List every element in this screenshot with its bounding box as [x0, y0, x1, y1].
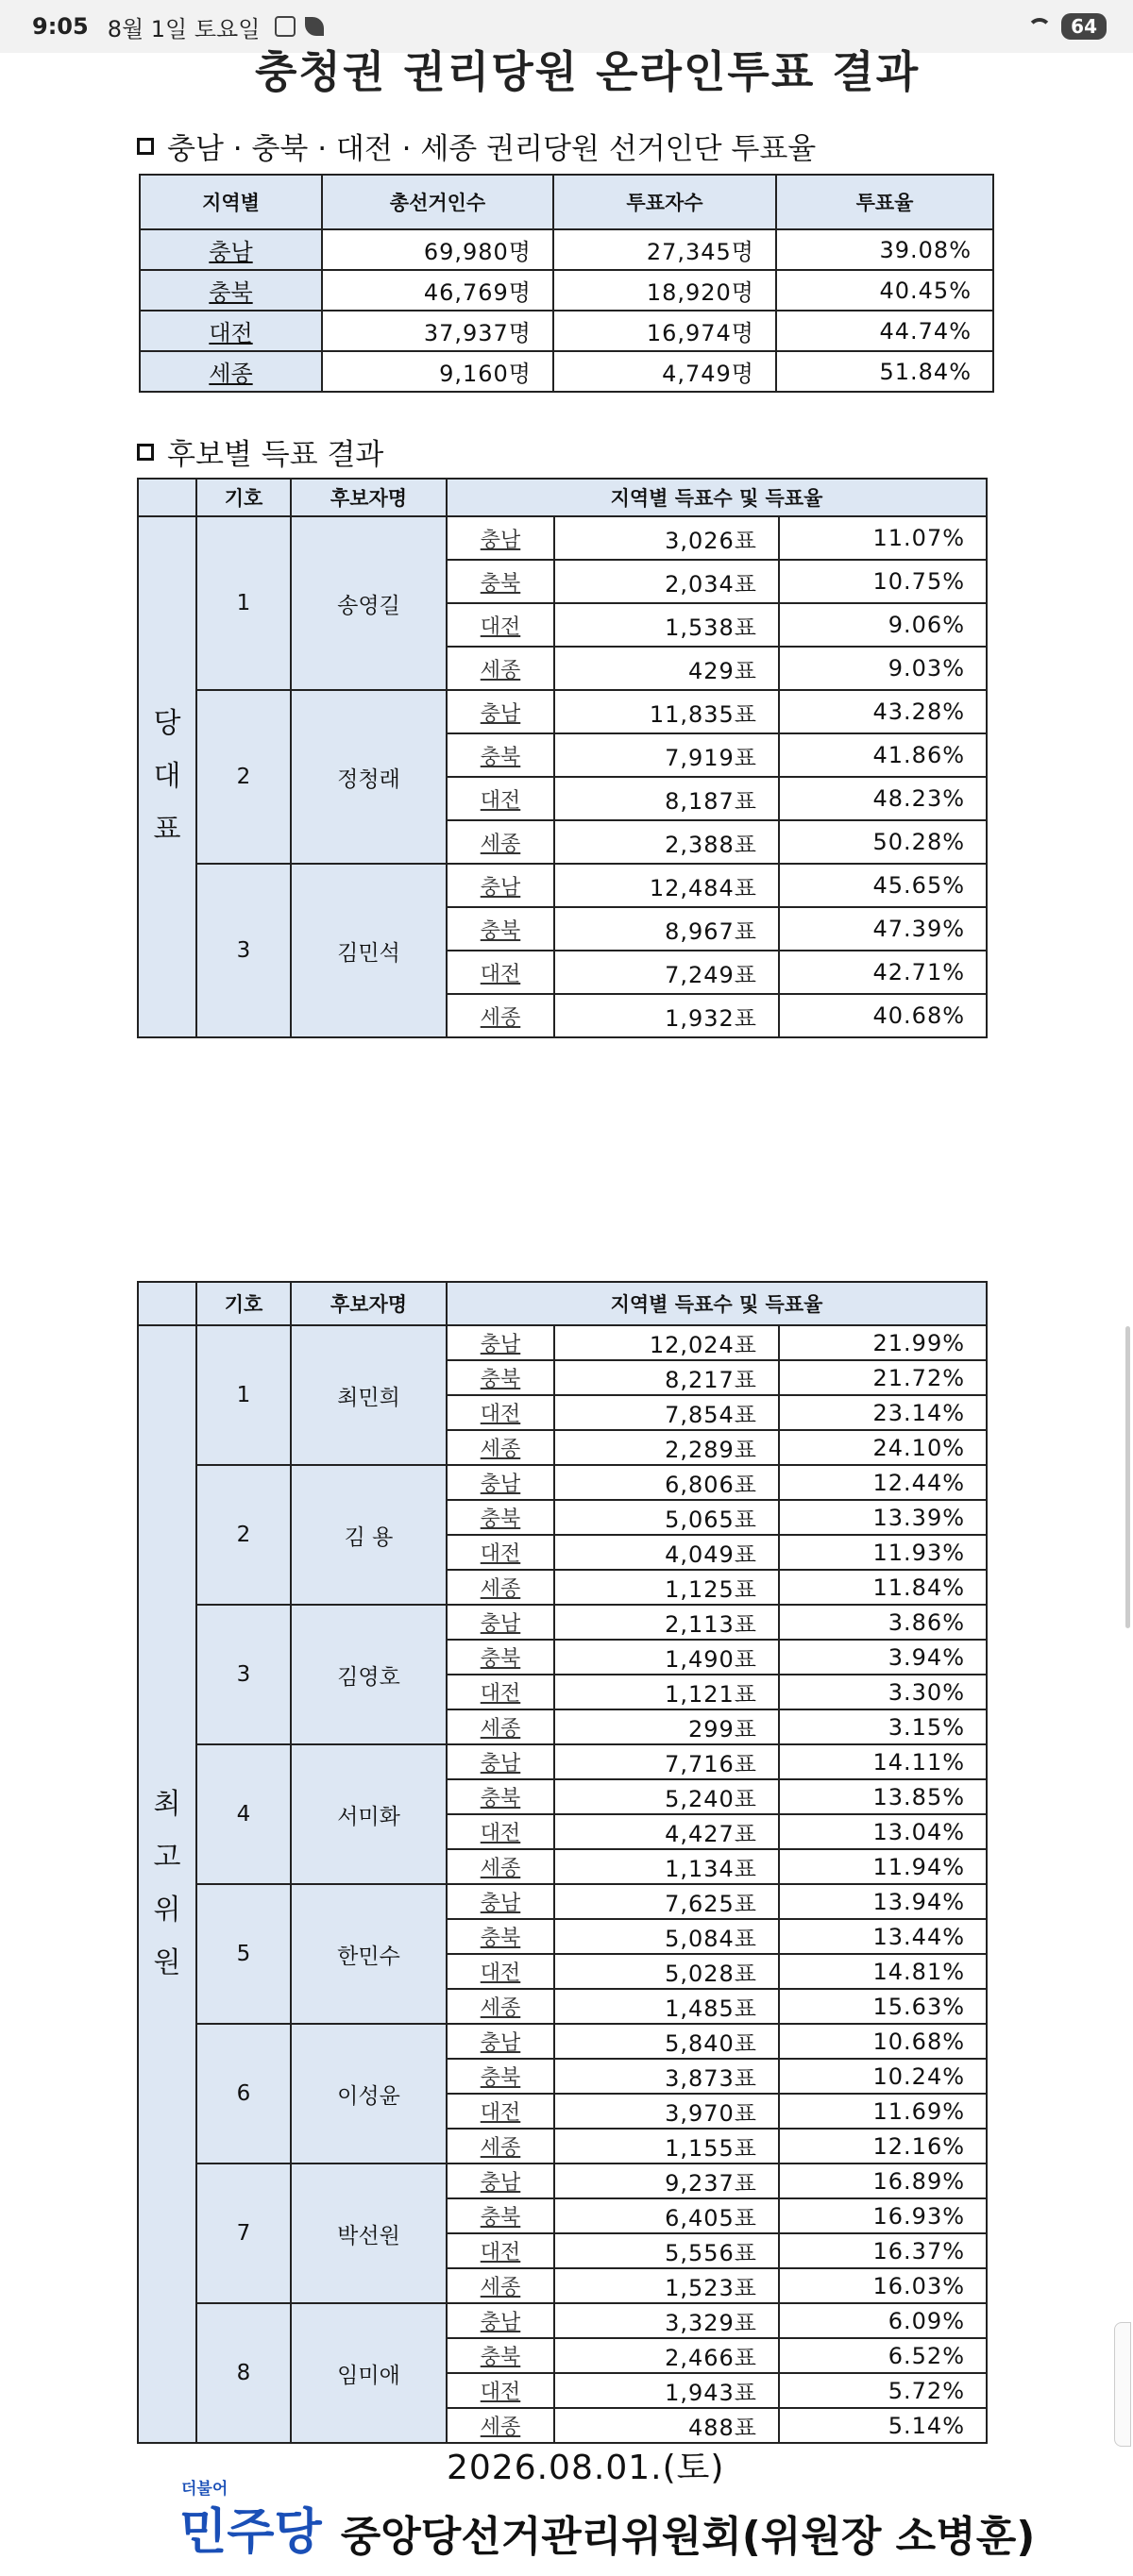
- region-cell: [447, 2024, 554, 2059]
- vote-count: 5,240표: [554, 1779, 779, 1814]
- region-cell: [447, 1395, 554, 1430]
- candidate-name: 이성윤: [291, 2024, 447, 2164]
- region-cell: [447, 2373, 554, 2408]
- region-label: 세종: [480, 1996, 521, 2020]
- region-label: 충남: [480, 2031, 521, 2055]
- vote-count: 1,490표: [554, 1640, 779, 1675]
- result-row: [138, 1605, 987, 1640]
- region-label: 충남: [480, 2171, 521, 2195]
- results-header-no: 기호: [196, 479, 291, 516]
- party-logo-text: 민주당: [179, 2504, 322, 2561]
- vote-rate: 16.37%: [779, 2233, 987, 2268]
- vote-count: 7,716표: [554, 1744, 779, 1779]
- vote-count: 8,187표: [554, 777, 779, 820]
- result-row: [138, 1884, 987, 1919]
- vote-count: 3,329표: [554, 2303, 779, 2338]
- results-header-row: [138, 1282, 987, 1325]
- region-cell: [447, 2129, 554, 2164]
- region-cell: [447, 1849, 554, 1884]
- vote-rate: 10.75%: [779, 560, 987, 603]
- turnout-heading: [137, 125, 816, 167]
- region-cell: [447, 2198, 554, 2233]
- turnout-header-cell: 지역별: [140, 175, 322, 229]
- party-logo-small: 더불어: [181, 2480, 228, 2499]
- vote-count: 1,523표: [554, 2268, 779, 2303]
- vote-rate: 15.63%: [779, 1989, 987, 2024]
- leaf-icon: [305, 17, 324, 36]
- region-label: 충북: [480, 571, 521, 596]
- candidate-name: 김민석: [291, 864, 447, 1037]
- result-row: [138, 1465, 987, 1500]
- section-side-label: [138, 1325, 196, 2443]
- vote-count: 299표: [554, 1709, 779, 1744]
- region-cell: [447, 1605, 554, 1640]
- region-cell: [447, 1360, 554, 1395]
- turnout-value-cell: 27,345명: [553, 229, 776, 270]
- vote-rate: 9.06%: [779, 603, 987, 647]
- turnout-row: [140, 311, 993, 351]
- results-header-blank: [138, 1282, 196, 1325]
- status-date: 8월 1일 토요일: [107, 15, 261, 42]
- region-cell: [447, 516, 554, 560]
- turnout-row: [140, 351, 993, 392]
- candidate-name: 정청래: [291, 690, 447, 864]
- turnout-region-cell: [140, 311, 322, 351]
- region-label: 대전: [480, 1542, 521, 1566]
- region-label: 세종: [480, 2136, 521, 2160]
- vote-count: 4,427표: [554, 1814, 779, 1849]
- result-row: [138, 516, 987, 560]
- vote-count: 8,967표: [554, 907, 779, 951]
- region-label: 대전: [209, 320, 253, 346]
- vote-count: 1,121표: [554, 1675, 779, 1709]
- vote-rate: 11.69%: [779, 2094, 987, 2129]
- results-header-votes: 지역별 득표수 및 득표율: [447, 479, 987, 516]
- vote-rate: 12.16%: [779, 2129, 987, 2164]
- region-cell: [447, 1465, 554, 1500]
- vote-count: 2,388표: [554, 820, 779, 864]
- candidate-number: 5: [196, 1884, 291, 2024]
- vote-count: 8,217표: [554, 1360, 779, 1395]
- region-cell: [447, 820, 554, 864]
- side-char: 위: [153, 1894, 181, 1927]
- vote-count: 429표: [554, 647, 779, 690]
- result-row: [138, 2024, 987, 2059]
- region-cell: [447, 647, 554, 690]
- region-label: 대전: [480, 1822, 521, 1845]
- checkbox-bullet-icon: [137, 444, 154, 461]
- region-label: 충북: [480, 2346, 521, 2369]
- region-label: 대전: [480, 788, 521, 813]
- region-label: 세종: [209, 361, 253, 387]
- vote-rate: 48.23%: [779, 777, 987, 820]
- region-cell: [447, 777, 554, 820]
- candidate-name: 김 용: [291, 1465, 447, 1605]
- region-label: 세종: [480, 1717, 521, 1741]
- region-label: 세종: [480, 1577, 521, 1601]
- region-cell: [447, 1954, 554, 1989]
- vote-count: 2,113표: [554, 1605, 779, 1640]
- side-char: 원: [153, 1946, 181, 1979]
- candidate-number: 2: [196, 690, 291, 864]
- vote-rate: 10.68%: [779, 2024, 987, 2059]
- result-row: [138, 2164, 987, 2198]
- region-label: 대전: [480, 2241, 521, 2265]
- region-label: 충북: [480, 1507, 521, 1531]
- turnout-heading-text: 충남 · 충북 · 대전 · 세종 권리당원 선거인단 투표율: [167, 132, 817, 166]
- side-char: 표: [153, 813, 181, 846]
- region-cell: [447, 2164, 554, 2198]
- region-label: 세종: [480, 1857, 521, 1880]
- committee-name: 중앙당선거관리위원회(위원장 소병훈): [340, 2513, 1036, 2561]
- vote-count: 5,065표: [554, 1500, 779, 1535]
- vote-count: 1,538표: [554, 603, 779, 647]
- vote-count: 12,484표: [554, 864, 779, 907]
- result-row: [138, 690, 987, 733]
- turnout-header-cell: 투표율: [776, 175, 993, 229]
- candidate-number: 7: [196, 2164, 291, 2303]
- vote-count: 488표: [554, 2408, 779, 2443]
- region-label: 충북: [480, 2206, 521, 2230]
- vote-rate: 12.44%: [779, 1465, 987, 1500]
- result-row: [138, 1744, 987, 1779]
- region-cell: [447, 2268, 554, 2303]
- region-label: 세종: [480, 832, 521, 856]
- footer-date: 2026.08.01.(토): [447, 2449, 725, 2487]
- vote-rate: 13.85%: [779, 1779, 987, 1814]
- candidate-name: 최민희: [291, 1325, 447, 1465]
- candidate-number: 6: [196, 2024, 291, 2164]
- region-label: 대전: [480, 1961, 521, 1985]
- vote-count: 7,249표: [554, 951, 779, 994]
- turnout-value-cell: 4,749명: [553, 351, 776, 392]
- footer: [179, 2480, 1036, 2563]
- region-label: 세종: [480, 1438, 521, 1461]
- vote-rate: 21.72%: [779, 1360, 987, 1395]
- vote-count: 6,405표: [554, 2198, 779, 2233]
- region-label: 충남: [480, 1892, 521, 1915]
- side-char: 대: [153, 760, 181, 793]
- turnout-value-cell: 40.45%: [776, 270, 993, 311]
- vote-count: 1,932표: [554, 994, 779, 1037]
- screenshot-icon: [275, 16, 296, 37]
- results-header-row: [138, 479, 987, 516]
- vote-count: 1,125표: [554, 1570, 779, 1605]
- region-label: 대전: [480, 1682, 521, 1706]
- vote-count: 7,625표: [554, 1884, 779, 1919]
- region-label: 충북: [480, 1368, 521, 1391]
- candidate-name: 박선원: [291, 2164, 447, 2303]
- vote-count: 2,289표: [554, 1430, 779, 1465]
- turnout-region-cell: [140, 351, 322, 392]
- region-cell: [447, 2059, 554, 2094]
- region-label: 충남: [480, 1473, 521, 1496]
- region-label: 세종: [480, 658, 521, 682]
- vote-count: 7,919표: [554, 733, 779, 777]
- region-cell: [447, 907, 554, 951]
- vote-rate: 16.89%: [779, 2164, 987, 2198]
- vote-count: 1,485표: [554, 1989, 779, 2024]
- region-cell: [447, 1535, 554, 1570]
- edge-panel-handle[interactable]: [1114, 2322, 1131, 2447]
- vote-count: 5,028표: [554, 1954, 779, 1989]
- region-label: 대전: [480, 962, 521, 986]
- turnout-value-cell: 69,980명: [322, 229, 553, 270]
- candidate-name: 서미화: [291, 1744, 447, 1884]
- vote-rate: 14.11%: [779, 1744, 987, 1779]
- region-label: 충북: [480, 745, 521, 769]
- region-cell: [447, 2094, 554, 2129]
- region-cell: [447, 1500, 554, 1535]
- region-cell: [447, 1430, 554, 1465]
- vote-count: 3,873표: [554, 2059, 779, 2094]
- region-label: 충북: [209, 279, 253, 306]
- region-cell: [447, 1814, 554, 1849]
- region-cell: [447, 1709, 554, 1744]
- region-cell: [447, 1989, 554, 2024]
- vote-count: 3,970표: [554, 2094, 779, 2129]
- region-cell: [447, 1884, 554, 1919]
- candidate-number: 3: [196, 864, 291, 1037]
- vote-rate: 23.14%: [779, 1395, 987, 1430]
- region-cell: [447, 1570, 554, 1605]
- candidate-number: 4: [196, 1744, 291, 1884]
- vote-rate: 24.10%: [779, 1430, 987, 1465]
- turnout-value-cell: 39.08%: [776, 229, 993, 270]
- vote-rate: 6.52%: [779, 2338, 987, 2373]
- vote-rate: 6.09%: [779, 2303, 987, 2338]
- leader-results-table: [137, 478, 988, 1038]
- vote-rate: 14.81%: [779, 1954, 987, 1989]
- vote-count: 12,024표: [554, 1325, 779, 1360]
- region-label: 충북: [480, 2066, 521, 2090]
- vote-count: 3,026표: [554, 516, 779, 560]
- region-label: 대전: [480, 615, 521, 639]
- document-title: 충청권 권리당원 온라인투표 결과: [255, 46, 921, 97]
- vote-count: 2,034표: [554, 560, 779, 603]
- turnout-region-cell: [140, 270, 322, 311]
- results-heading-text: 후보별 득표 결과: [167, 438, 384, 472]
- vote-rate: 3.86%: [779, 1605, 987, 1640]
- vote-rate: 5.14%: [779, 2408, 987, 2443]
- battery-icon: 64: [1061, 13, 1107, 40]
- vote-rate: 13.44%: [779, 1919, 987, 1954]
- turnout-value-cell: 46,769명: [322, 270, 553, 311]
- turnout-value-cell: 9,160명: [322, 351, 553, 392]
- region-cell: [447, 2233, 554, 2268]
- vote-rate: 10.24%: [779, 2059, 987, 2094]
- region-cell: [447, 1675, 554, 1709]
- turnout-row: [140, 229, 993, 270]
- candidate-number: 1: [196, 516, 291, 690]
- result-row: [138, 1325, 987, 1360]
- candidate-name: 한민수: [291, 1884, 447, 2024]
- region-label: 충남: [480, 1612, 521, 1636]
- vote-count: 4,049표: [554, 1535, 779, 1570]
- results-header-no: 기호: [196, 1282, 291, 1325]
- vote-count: 7,854표: [554, 1395, 779, 1430]
- party-logo: [179, 2480, 322, 2563]
- wifi-icon: [1027, 18, 1052, 35]
- council-results-table: [137, 1281, 988, 2444]
- vote-count: 1,943표: [554, 2373, 779, 2408]
- region-cell: [447, 864, 554, 907]
- vote-rate: 42.71%: [779, 951, 987, 994]
- vote-count: 9,237표: [554, 2164, 779, 2198]
- region-cell: [447, 1919, 554, 1954]
- vote-rate: 3.94%: [779, 1640, 987, 1675]
- turnout-header-row: [140, 175, 993, 229]
- region-label: 충북: [480, 1787, 521, 1810]
- vote-rate: 11.94%: [779, 1849, 987, 1884]
- region-label: 충북: [480, 918, 521, 943]
- region-label: 충남: [480, 1752, 521, 1776]
- turnout-row: [140, 270, 993, 311]
- vote-rate: 43.28%: [779, 690, 987, 733]
- candidate-name: 송영길: [291, 516, 447, 690]
- region-label: 충남: [209, 239, 253, 265]
- region-cell: [447, 1744, 554, 1779]
- vote-count: 6,806표: [554, 1465, 779, 1500]
- region-cell: [447, 1640, 554, 1675]
- turnout-header-cell: 투표자수: [553, 175, 776, 229]
- region-label: 세종: [480, 2416, 521, 2439]
- vote-count: 5,084표: [554, 1919, 779, 1954]
- scrollbar[interactable]: [1125, 1326, 1130, 1628]
- vote-rate: 13.04%: [779, 1814, 987, 1849]
- candidate-number: 3: [196, 1605, 291, 1744]
- vote-count: 1,155표: [554, 2129, 779, 2164]
- region-cell: [447, 1779, 554, 1814]
- region-label: 대전: [480, 1403, 521, 1426]
- turnout-table: [139, 174, 994, 393]
- vote-count: 2,466표: [554, 2338, 779, 2373]
- region-cell: [447, 603, 554, 647]
- turnout-region-cell: [140, 229, 322, 270]
- result-row: [138, 2303, 987, 2338]
- region-cell: [447, 560, 554, 603]
- vote-rate: 45.65%: [779, 864, 987, 907]
- region-cell: [447, 2408, 554, 2443]
- region-label: 세종: [480, 1005, 521, 1030]
- region-cell: [447, 994, 554, 1037]
- vote-rate: 9.03%: [779, 647, 987, 690]
- vote-rate: 5.72%: [779, 2373, 987, 2408]
- section-side-label: [138, 516, 196, 1037]
- region-label: 대전: [480, 2381, 521, 2404]
- vote-rate: 21.99%: [779, 1325, 987, 1360]
- vote-rate: 47.39%: [779, 907, 987, 951]
- turnout-value-cell: 18,920명: [553, 270, 776, 311]
- vote-rate: 16.03%: [779, 2268, 987, 2303]
- vote-rate: 13.39%: [779, 1500, 987, 1535]
- candidate-name: 김영호: [291, 1605, 447, 1744]
- results-header-votes: 지역별 득표수 및 득표율: [447, 1282, 987, 1325]
- results-heading: [137, 430, 383, 473]
- turnout-value-cell: 44.74%: [776, 311, 993, 351]
- vote-rate: 3.15%: [779, 1709, 987, 1744]
- turnout-value-cell: 37,937명: [322, 311, 553, 351]
- candidate-number: 2: [196, 1465, 291, 1605]
- region-cell: [447, 951, 554, 994]
- candidate-number: 8: [196, 2303, 291, 2443]
- vote-rate: 40.68%: [779, 994, 987, 1037]
- vote-rate: 11.07%: [779, 516, 987, 560]
- region-cell: [447, 2338, 554, 2373]
- region-label: 충남: [480, 528, 521, 552]
- turnout-value-cell: 51.84%: [776, 351, 993, 392]
- vote-rate: 11.84%: [779, 1570, 987, 1605]
- side-char: 고: [153, 1841, 181, 1874]
- region-label: 대전: [480, 2101, 521, 2125]
- vote-rate: 3.30%: [779, 1675, 987, 1709]
- region-cell: [447, 1325, 554, 1360]
- results-header-name: 후보자명: [291, 1282, 447, 1325]
- checkbox-bullet-icon: [137, 138, 154, 155]
- vote-count: 5,556표: [554, 2233, 779, 2268]
- side-char: 최: [153, 1788, 181, 1821]
- vote-count: 5,840표: [554, 2024, 779, 2059]
- region-label: 충북: [480, 1647, 521, 1671]
- turnout-value-cell: 16,974명: [553, 311, 776, 351]
- region-cell: [447, 690, 554, 733]
- turnout-header-cell: 총선거인수: [322, 175, 553, 229]
- candidate-number: 1: [196, 1325, 291, 1465]
- vote-rate: 11.93%: [779, 1535, 987, 1570]
- side-char: 당: [153, 707, 181, 740]
- vote-count: 11,835표: [554, 690, 779, 733]
- results-header-name: 후보자명: [291, 479, 447, 516]
- candidate-name: 임미애: [291, 2303, 447, 2443]
- region-cell: [447, 2303, 554, 2338]
- region-label: 충남: [480, 875, 521, 900]
- results-header-blank: [138, 479, 196, 516]
- vote-count: 1,134표: [554, 1849, 779, 1884]
- result-row: [138, 864, 987, 907]
- region-label: 충남: [480, 2311, 521, 2334]
- vote-rate: 16.93%: [779, 2198, 987, 2233]
- region-cell: [447, 733, 554, 777]
- status-time: 9:05: [32, 13, 89, 40]
- region-label: 충남: [480, 701, 521, 726]
- region-label: 세종: [480, 2276, 521, 2299]
- region-label: 충북: [480, 1927, 521, 1950]
- vote-rate: 50.28%: [779, 820, 987, 864]
- region-label: 충남: [480, 1333, 521, 1356]
- vote-rate: 41.86%: [779, 733, 987, 777]
- vote-rate: 13.94%: [779, 1884, 987, 1919]
